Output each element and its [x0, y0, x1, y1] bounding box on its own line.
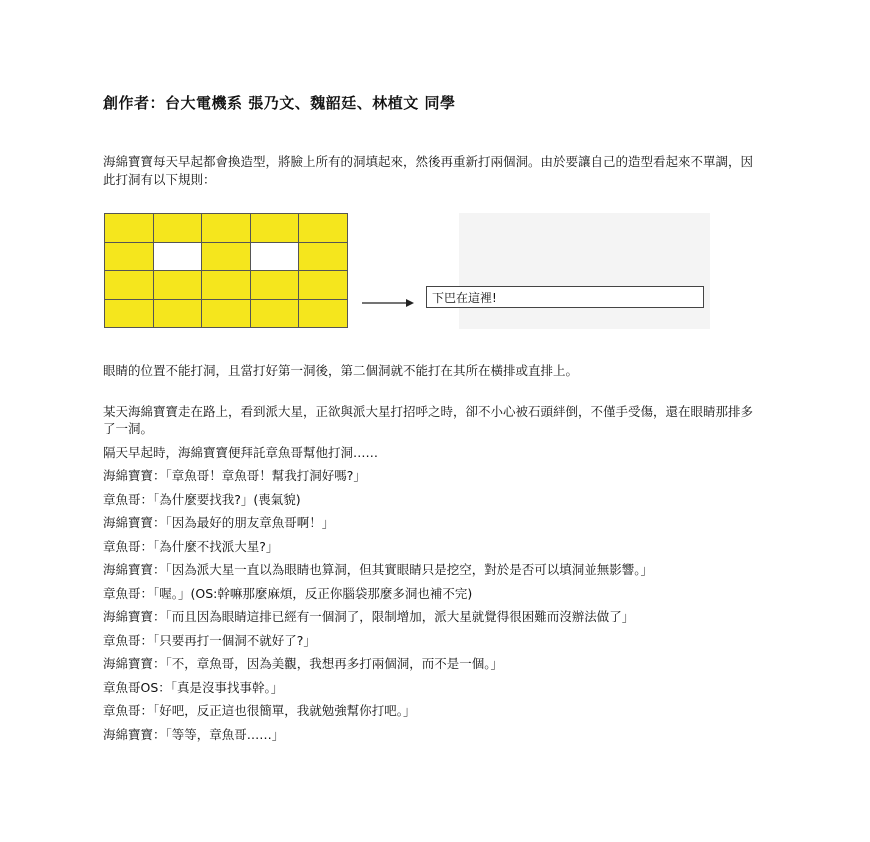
author-line: 創作者：台大電機系 張乃文、魏韶廷、林植文 同學: [103, 94, 456, 112]
grid-cell: [105, 214, 154, 243]
story-line: 海綿寶寶：「因為最好的朋友章魚哥啊！」: [103, 515, 335, 530]
story-line: 某天海綿寶寶走在路上，看到派大星，正欲與派大星打招呼之時，卻不小心被石頭絆倒，不僅手受傷，還在眼睛那排多了一洞。: [103, 404, 754, 436]
grid-cell-eye: [251, 243, 300, 272]
grid-cell: [251, 300, 300, 329]
rule-text: 眼睛的位置不能打洞，且當打好第一洞後，第二個洞就不能打在其所在橫排或直排上。: [103, 363, 579, 378]
story-line: 海綿寶寶：「而且因為眼睛這排已經有一個洞了，限制增加，派大星就覺得很困難而沒辦法做了」: [103, 609, 635, 624]
face-grid-figure: [104, 213, 710, 329]
grid-cell: [299, 214, 348, 243]
grid-cell: [299, 271, 348, 300]
grid-cell: [154, 300, 203, 329]
story-line: 章魚哥：「好吧，反正這也很簡單，我就勉強幫你打吧。」: [103, 703, 416, 718]
story-line: 章魚哥：「為什麼要找我?」(喪氣貌): [103, 491, 301, 507]
story-line: 海綿寶寶：「因為派大星一直以為眼睛也算洞，但其實眼睛只是挖空，對於是否可以填洞並無影響。」: [103, 562, 654, 577]
story-text: [103, 403, 765, 749]
grid-cell: [105, 243, 154, 272]
story-line: 海綿寶寶：「章魚哥！章魚哥！幫我打洞好嗎?」: [103, 468, 366, 483]
story-line: 隔天早起時，海綿寶寶便拜託章魚哥幫他打洞……: [103, 444, 379, 460]
story-line: 章魚哥：「只要再打一個洞不就好了?」: [103, 632, 316, 648]
story-line: 章魚哥：「喔。」(OS:幹嘛那麼麻煩，反正你腦袋那麼多洞也補不完): [103, 585, 473, 601]
story-line: 章魚哥OS：「真是沒事找事幹。」: [103, 679, 284, 695]
grid-cell: [251, 271, 300, 300]
grid-cell: [299, 300, 348, 329]
story-line: 海綿寶寶：「等等，章魚哥……」: [103, 726, 285, 742]
grid-cell: [154, 271, 203, 300]
grid-cell: [202, 214, 251, 243]
grid-cell: [202, 300, 251, 329]
grid-cell: [251, 214, 300, 243]
grid-cell: [202, 243, 251, 272]
grid-cell: [202, 271, 251, 300]
story-line: 海綿寶寶：「不，章魚哥，因為美觀，我想再多打兩個洞，而不是一個。」: [103, 656, 504, 671]
story-line: 章魚哥：「為什麼不找派大星?」: [103, 538, 279, 554]
grid-cell: [299, 243, 348, 272]
grid-cell: [105, 271, 154, 300]
face-grid: [104, 213, 348, 328]
grid-cell: [154, 214, 203, 243]
grid-cell: [105, 300, 154, 329]
chin-label-box: 下巴在這裡!: [426, 286, 704, 308]
figure-background: [459, 213, 710, 329]
intro-paragraph: 海綿寶寶每天早起都會換造型，將臉上所有的洞填起來，然後再重新打兩個洞。由於要讓自己的造型看起來不單調，因此打洞有以下規則：: [103, 154, 754, 187]
grid-cell-eye: [154, 243, 203, 272]
arrow-icon: [362, 297, 414, 309]
